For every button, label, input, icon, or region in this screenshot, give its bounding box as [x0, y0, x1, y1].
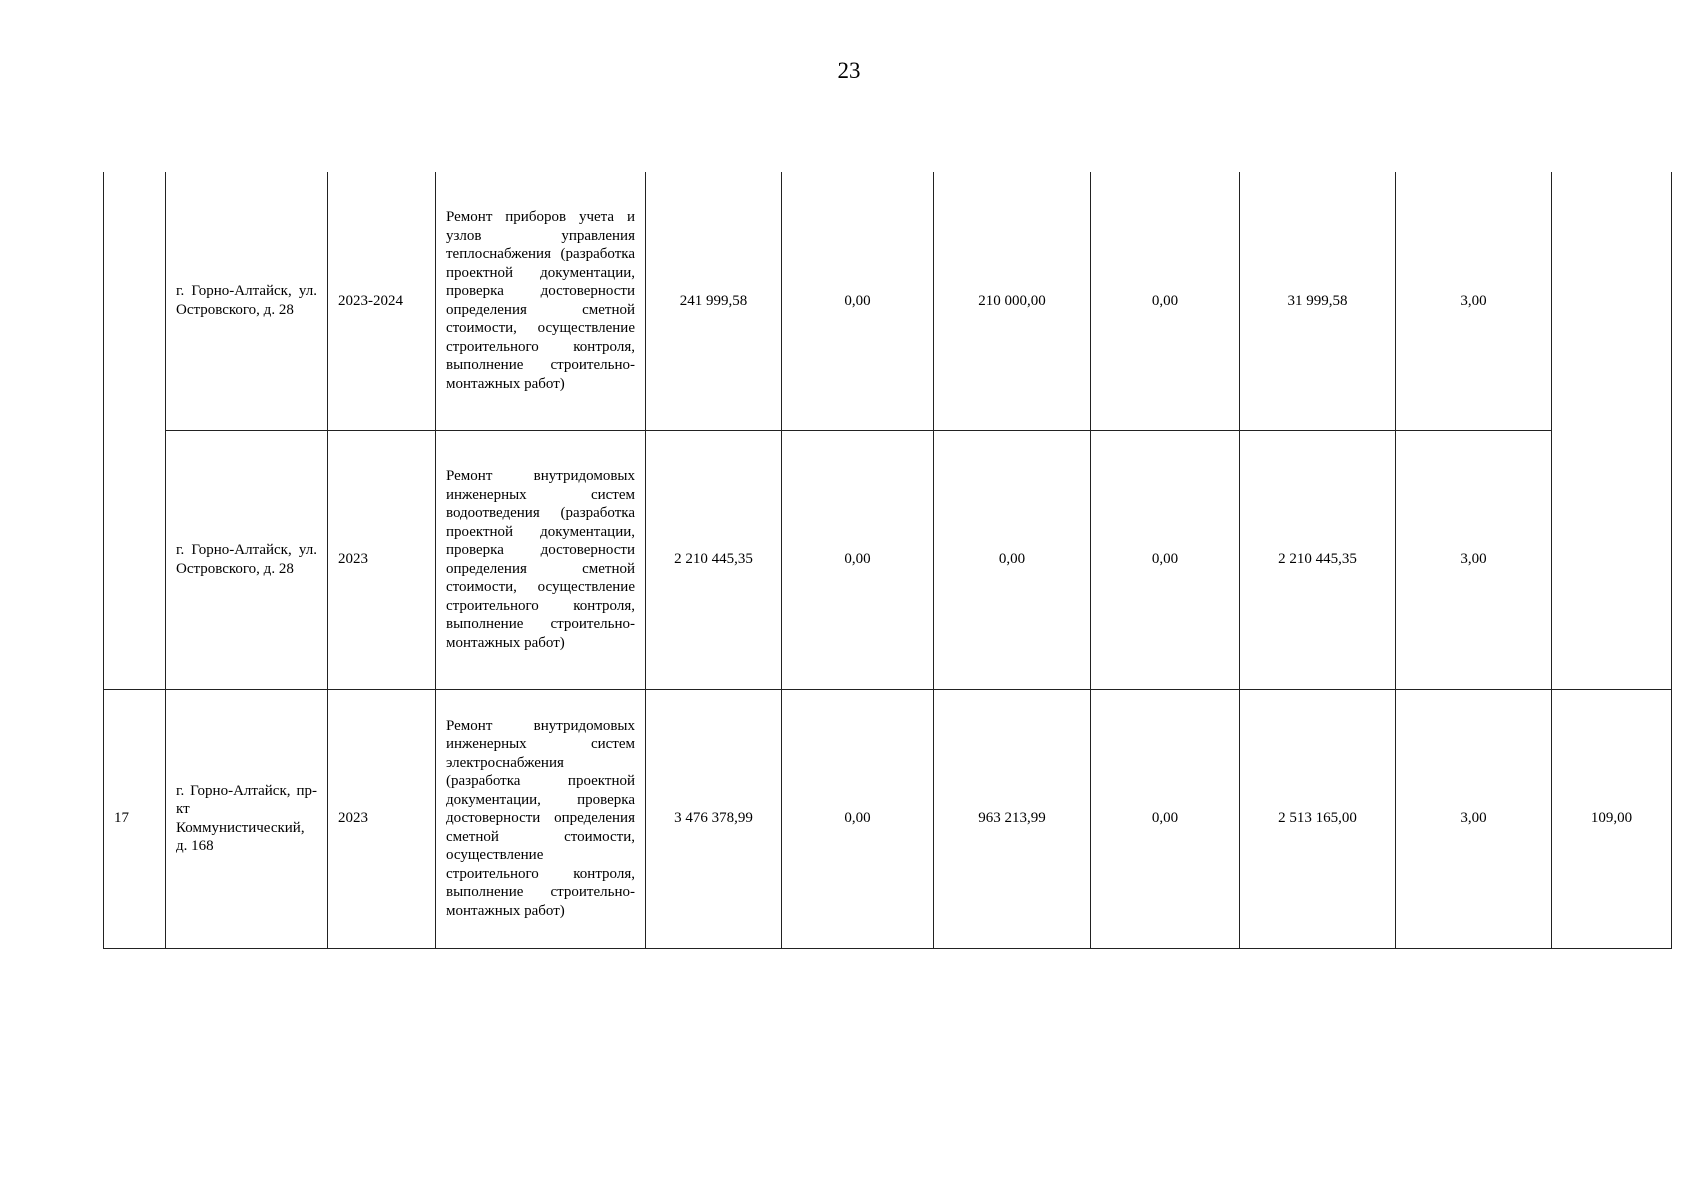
total-cost-cell: 3 476 378,99 — [646, 689, 782, 948]
period-cell: 2023 — [328, 689, 436, 948]
works-table — [103, 172, 1672, 949]
rate-cell: 3,00 — [1396, 430, 1552, 689]
table-row — [104, 172, 1672, 430]
amount-cell: 0,00 — [782, 430, 934, 689]
area-cell: 109,00 — [1552, 689, 1672, 948]
rate-cell: 3,00 — [1396, 172, 1552, 430]
table-row — [104, 430, 1672, 689]
row-number-cell — [104, 172, 166, 689]
period-cell: 2023-2024 — [328, 172, 436, 430]
amount-cell: 31 999,58 — [1240, 172, 1396, 430]
amount-cell: 0,00 — [782, 172, 934, 430]
total-cost-cell: 2 210 445,35 — [646, 430, 782, 689]
amount-cell: 0,00 — [934, 430, 1091, 689]
address-cell: г. Горно-Алтайск, ул. Островского, д. 28 — [166, 172, 328, 430]
row-number-cell: 17 — [104, 689, 166, 948]
page-number: 23 — [837, 58, 861, 83]
amount-cell: 0,00 — [1091, 689, 1240, 948]
amount-cell: 963 213,99 — [934, 689, 1091, 948]
amount-cell: 2 210 445,35 — [1240, 430, 1396, 689]
amount-cell: 0,00 — [1091, 172, 1240, 430]
amount-cell: 2 513 165,00 — [1240, 689, 1396, 948]
work-description-cell: Ремонт внутридомовых инженерных систем электроснабжения (разработка проектной документации, проверка достоверности определения сметной стоимости, осуществление строительного контроля, выполнение строительно-монтажных работ) — [436, 689, 646, 948]
work-description-cell: Ремонт приборов учета и узлов управления теплоснабжения (разработка проектной документации, проверка достоверности определения сметной стоимости, осуществление строительного контроля, выполнение строительно-монтажных работ) — [436, 172, 646, 430]
work-description-cell: Ремонт внутридомовых инженерных систем водоотведения (разработка проектной документации, проверка достоверности определения сметной стоимости, осуществление строительного контроля, выполнение строительно-монтажных работ) — [436, 430, 646, 689]
table-row — [104, 689, 1672, 948]
amount-cell: 0,00 — [782, 689, 934, 948]
amount-cell: 0,00 — [1091, 430, 1240, 689]
total-cost-cell: 241 999,58 — [646, 172, 782, 430]
address-cell: г. Горно-Алтайск, ул. Островского, д. 28 — [166, 430, 328, 689]
rate-cell: 3,00 — [1396, 689, 1552, 948]
area-cell — [1552, 172, 1672, 689]
address-cell: г. Горно-Алтайск, пр-кт Коммунистический, д. 168 — [166, 689, 328, 948]
amount-cell: 210 000,00 — [934, 172, 1091, 430]
period-cell: 2023 — [328, 430, 436, 689]
